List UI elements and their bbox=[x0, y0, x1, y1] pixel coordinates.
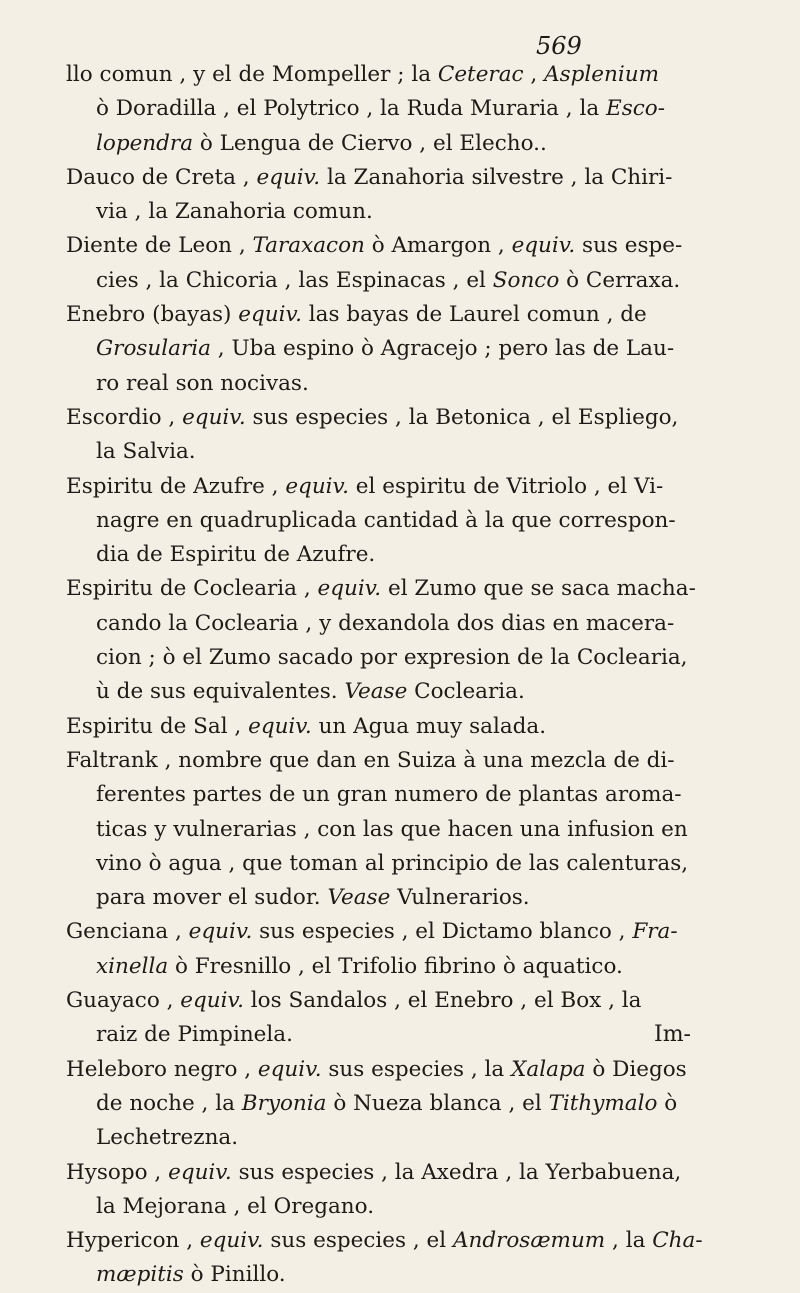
entry-line bbox=[66, 298, 716, 332]
text-segment: nagre en quadruplicada cantidad à la que correspon- bbox=[96, 507, 676, 533]
text-line bbox=[66, 1258, 716, 1292]
text-line bbox=[66, 264, 716, 298]
text-segment: Lechetrezna. bbox=[96, 1125, 239, 1151]
text-segment: ò Lengua de Ciervo , el Elecho.. bbox=[193, 130, 547, 156]
text-segment: cies , la Chicoria , las Espinacas , el bbox=[96, 267, 493, 293]
text-segment: Espiritu de Coclearia , bbox=[66, 576, 318, 602]
text-line bbox=[66, 778, 716, 812]
text-segment: ò Pinillo. bbox=[183, 1262, 286, 1288]
text-segment: Espiritu de Sal , bbox=[66, 713, 249, 739]
text-line bbox=[66, 538, 716, 572]
italic-term: equiv. bbox=[257, 1056, 322, 1082]
body-text bbox=[66, 58, 716, 1293]
text-segment: llo comun , y el de Mompeller ; la bbox=[66, 62, 438, 87]
italic-term: Grosularia bbox=[96, 336, 211, 362]
italic-term: equiv. bbox=[199, 1228, 264, 1254]
text-segment: el espiritu de Vitriolo , el Vi- bbox=[348, 473, 664, 499]
text-segment: Genciana , bbox=[66, 919, 189, 945]
italic-term: mæpitis bbox=[96, 1262, 184, 1288]
italic-term: Sonco bbox=[492, 267, 560, 293]
text-segment: ò Nueza blanca , el bbox=[326, 1090, 549, 1116]
italic-term: Tithymalo bbox=[548, 1090, 658, 1116]
text-segment: Enebro (bayas) bbox=[66, 302, 239, 328]
entry-line bbox=[66, 1053, 716, 1087]
text-segment: sus especies , la Betonica , el Espliego, bbox=[245, 404, 679, 430]
entry-line bbox=[66, 470, 716, 504]
text-segment: Hysopo , bbox=[66, 1159, 169, 1185]
text-line bbox=[66, 1121, 716, 1155]
italic-term: equiv. bbox=[317, 576, 382, 602]
text-segment: un Agua muy salada. bbox=[311, 713, 547, 739]
text-segment: Coclearia. bbox=[407, 679, 525, 705]
italic-term: Taraxacon bbox=[252, 233, 365, 259]
text-line bbox=[66, 675, 716, 709]
text-segment: la Mejorana , el Oregano. bbox=[96, 1193, 375, 1219]
italic-term: xinella bbox=[96, 953, 169, 979]
italic-term: equiv. bbox=[188, 919, 253, 945]
italic-term: lopendra bbox=[96, 130, 194, 156]
text-segment: vino ò agua , que toman al principio de las calenturas, bbox=[96, 850, 689, 876]
entry-line bbox=[66, 744, 716, 778]
text-segment: cion ; ò el Zumo sacado por expresion de la Coclearia, bbox=[96, 645, 688, 671]
text-segment: dia de Espiritu de Azufre. bbox=[96, 542, 376, 568]
text-segment: sus espe- bbox=[575, 233, 683, 259]
entry-line bbox=[66, 915, 716, 949]
page-number: 569 bbox=[536, 32, 582, 60]
text-segment: para mover el sudor. bbox=[96, 885, 328, 911]
text-segment: las bayas de Laurel comun , de bbox=[301, 302, 647, 328]
text-segment: , bbox=[523, 62, 545, 87]
text-segment: Dauco de Creta , bbox=[66, 164, 257, 190]
text-segment: , Uba espino ò Agracejo ; pero las de Lau- bbox=[210, 336, 675, 362]
entry-line bbox=[66, 572, 716, 606]
text-segment: Guayaco , bbox=[66, 988, 181, 1014]
text-segment: Faltrank , nombre que dan en Suiza à una mezcla de di- bbox=[66, 747, 675, 773]
text-segment: ò Doradilla , el Polytrico , la Ruda Muraria , la bbox=[96, 96, 606, 122]
italic-term: Fra- bbox=[632, 919, 678, 945]
text-line bbox=[66, 435, 716, 469]
text-segment: ferentes partes de un gran numero de plantas aroma- bbox=[96, 782, 682, 808]
entry-line bbox=[66, 401, 716, 435]
italic-term: Cha- bbox=[652, 1228, 703, 1254]
entry-line bbox=[66, 1156, 716, 1190]
italic-term: equiv. bbox=[180, 988, 244, 1014]
text-segment: los Sandalos , el Enebro , el Box , la bbox=[243, 988, 642, 1014]
text-segment: ù de sus equivalentes. bbox=[96, 679, 345, 705]
text-segment: cando la Coclearia , y dexandola dos dias en macera- bbox=[96, 610, 675, 636]
text-line bbox=[66, 881, 716, 915]
text-segment: ò Diegos bbox=[585, 1056, 687, 1082]
text-segment: ò Cerraxa. bbox=[559, 267, 681, 293]
text-line bbox=[66, 367, 716, 401]
text-segment: , la bbox=[605, 1228, 653, 1254]
italic-term: Bryonia bbox=[241, 1090, 327, 1116]
italic-term: Ceterac bbox=[437, 62, 524, 87]
italic-term: Vease bbox=[327, 885, 391, 911]
entry-line bbox=[66, 161, 716, 195]
entry-line bbox=[66, 984, 716, 1018]
entry-line bbox=[66, 1224, 716, 1258]
text-line bbox=[66, 847, 716, 881]
text-segment: Diente de Leon , bbox=[66, 233, 253, 259]
text-segment: Escordio , bbox=[66, 404, 183, 430]
text-segment: sus especies , la bbox=[321, 1056, 512, 1082]
text-line bbox=[66, 92, 716, 126]
italic-term: equiv. bbox=[511, 233, 576, 259]
text-segment: ò Amargon , bbox=[364, 233, 512, 259]
italic-term: equiv. bbox=[256, 164, 321, 190]
italic-term: Esco- bbox=[606, 96, 665, 122]
entry-line bbox=[66, 710, 716, 744]
text-segment: via , la Zanahoria comun. bbox=[96, 199, 373, 225]
italic-term: Androsæmum bbox=[452, 1228, 606, 1254]
text-line bbox=[66, 504, 716, 538]
italic-term: equiv. bbox=[168, 1159, 232, 1185]
text-segment: ò Fresnillo , el Trifolio fibrino ò aquatico. bbox=[168, 953, 623, 979]
text-line bbox=[66, 127, 716, 161]
text-segment: ò bbox=[657, 1090, 678, 1116]
text-segment: Hypericon , bbox=[66, 1228, 200, 1254]
text-line bbox=[66, 1087, 716, 1121]
text-segment: sus especies , el bbox=[263, 1228, 453, 1254]
text-segment: la Salvia. bbox=[96, 439, 196, 465]
text-segment: Vulnerarios. bbox=[390, 885, 530, 911]
text-line bbox=[66, 607, 716, 641]
text-line bbox=[66, 1018, 716, 1052]
italic-term: equiv. bbox=[285, 473, 349, 499]
text-line bbox=[66, 1190, 716, 1224]
text-line bbox=[66, 58, 716, 92]
text-segment: raiz de Pimpinela. bbox=[96, 1022, 293, 1048]
text-segment: sus especies , el Dictamo blanco , bbox=[252, 919, 633, 945]
text-segment: ticas y vulnerarias , con las que hacen una infusion en bbox=[96, 816, 688, 842]
text-line bbox=[66, 813, 716, 847]
text-line bbox=[66, 641, 716, 675]
text-segment: Heleboro negro , bbox=[66, 1056, 258, 1082]
text-line bbox=[66, 195, 716, 229]
text-segment: sus especies , la Axedra , la Yerbabuena, bbox=[231, 1159, 682, 1185]
text-segment: de noche , la bbox=[96, 1090, 242, 1116]
text-segment: el Zumo que se saca macha- bbox=[381, 576, 696, 602]
text-line bbox=[66, 950, 716, 984]
italic-term: equiv. bbox=[248, 713, 312, 739]
text-segment: Espiritu de Azufre , bbox=[66, 473, 286, 499]
italic-term: Vease bbox=[344, 679, 408, 705]
italic-term: equiv. bbox=[182, 404, 246, 430]
text-segment: ro real son nocivas. bbox=[96, 370, 309, 396]
catchword: Im- bbox=[654, 1022, 691, 1047]
text-line bbox=[66, 332, 716, 366]
text-segment: la Zanahoria silvestre , la Chiri- bbox=[320, 164, 673, 190]
entry-line bbox=[66, 229, 716, 263]
italic-term: Xalapa bbox=[511, 1056, 586, 1082]
italic-term: equiv. bbox=[238, 302, 302, 328]
italic-term: Asplenium bbox=[544, 62, 659, 87]
